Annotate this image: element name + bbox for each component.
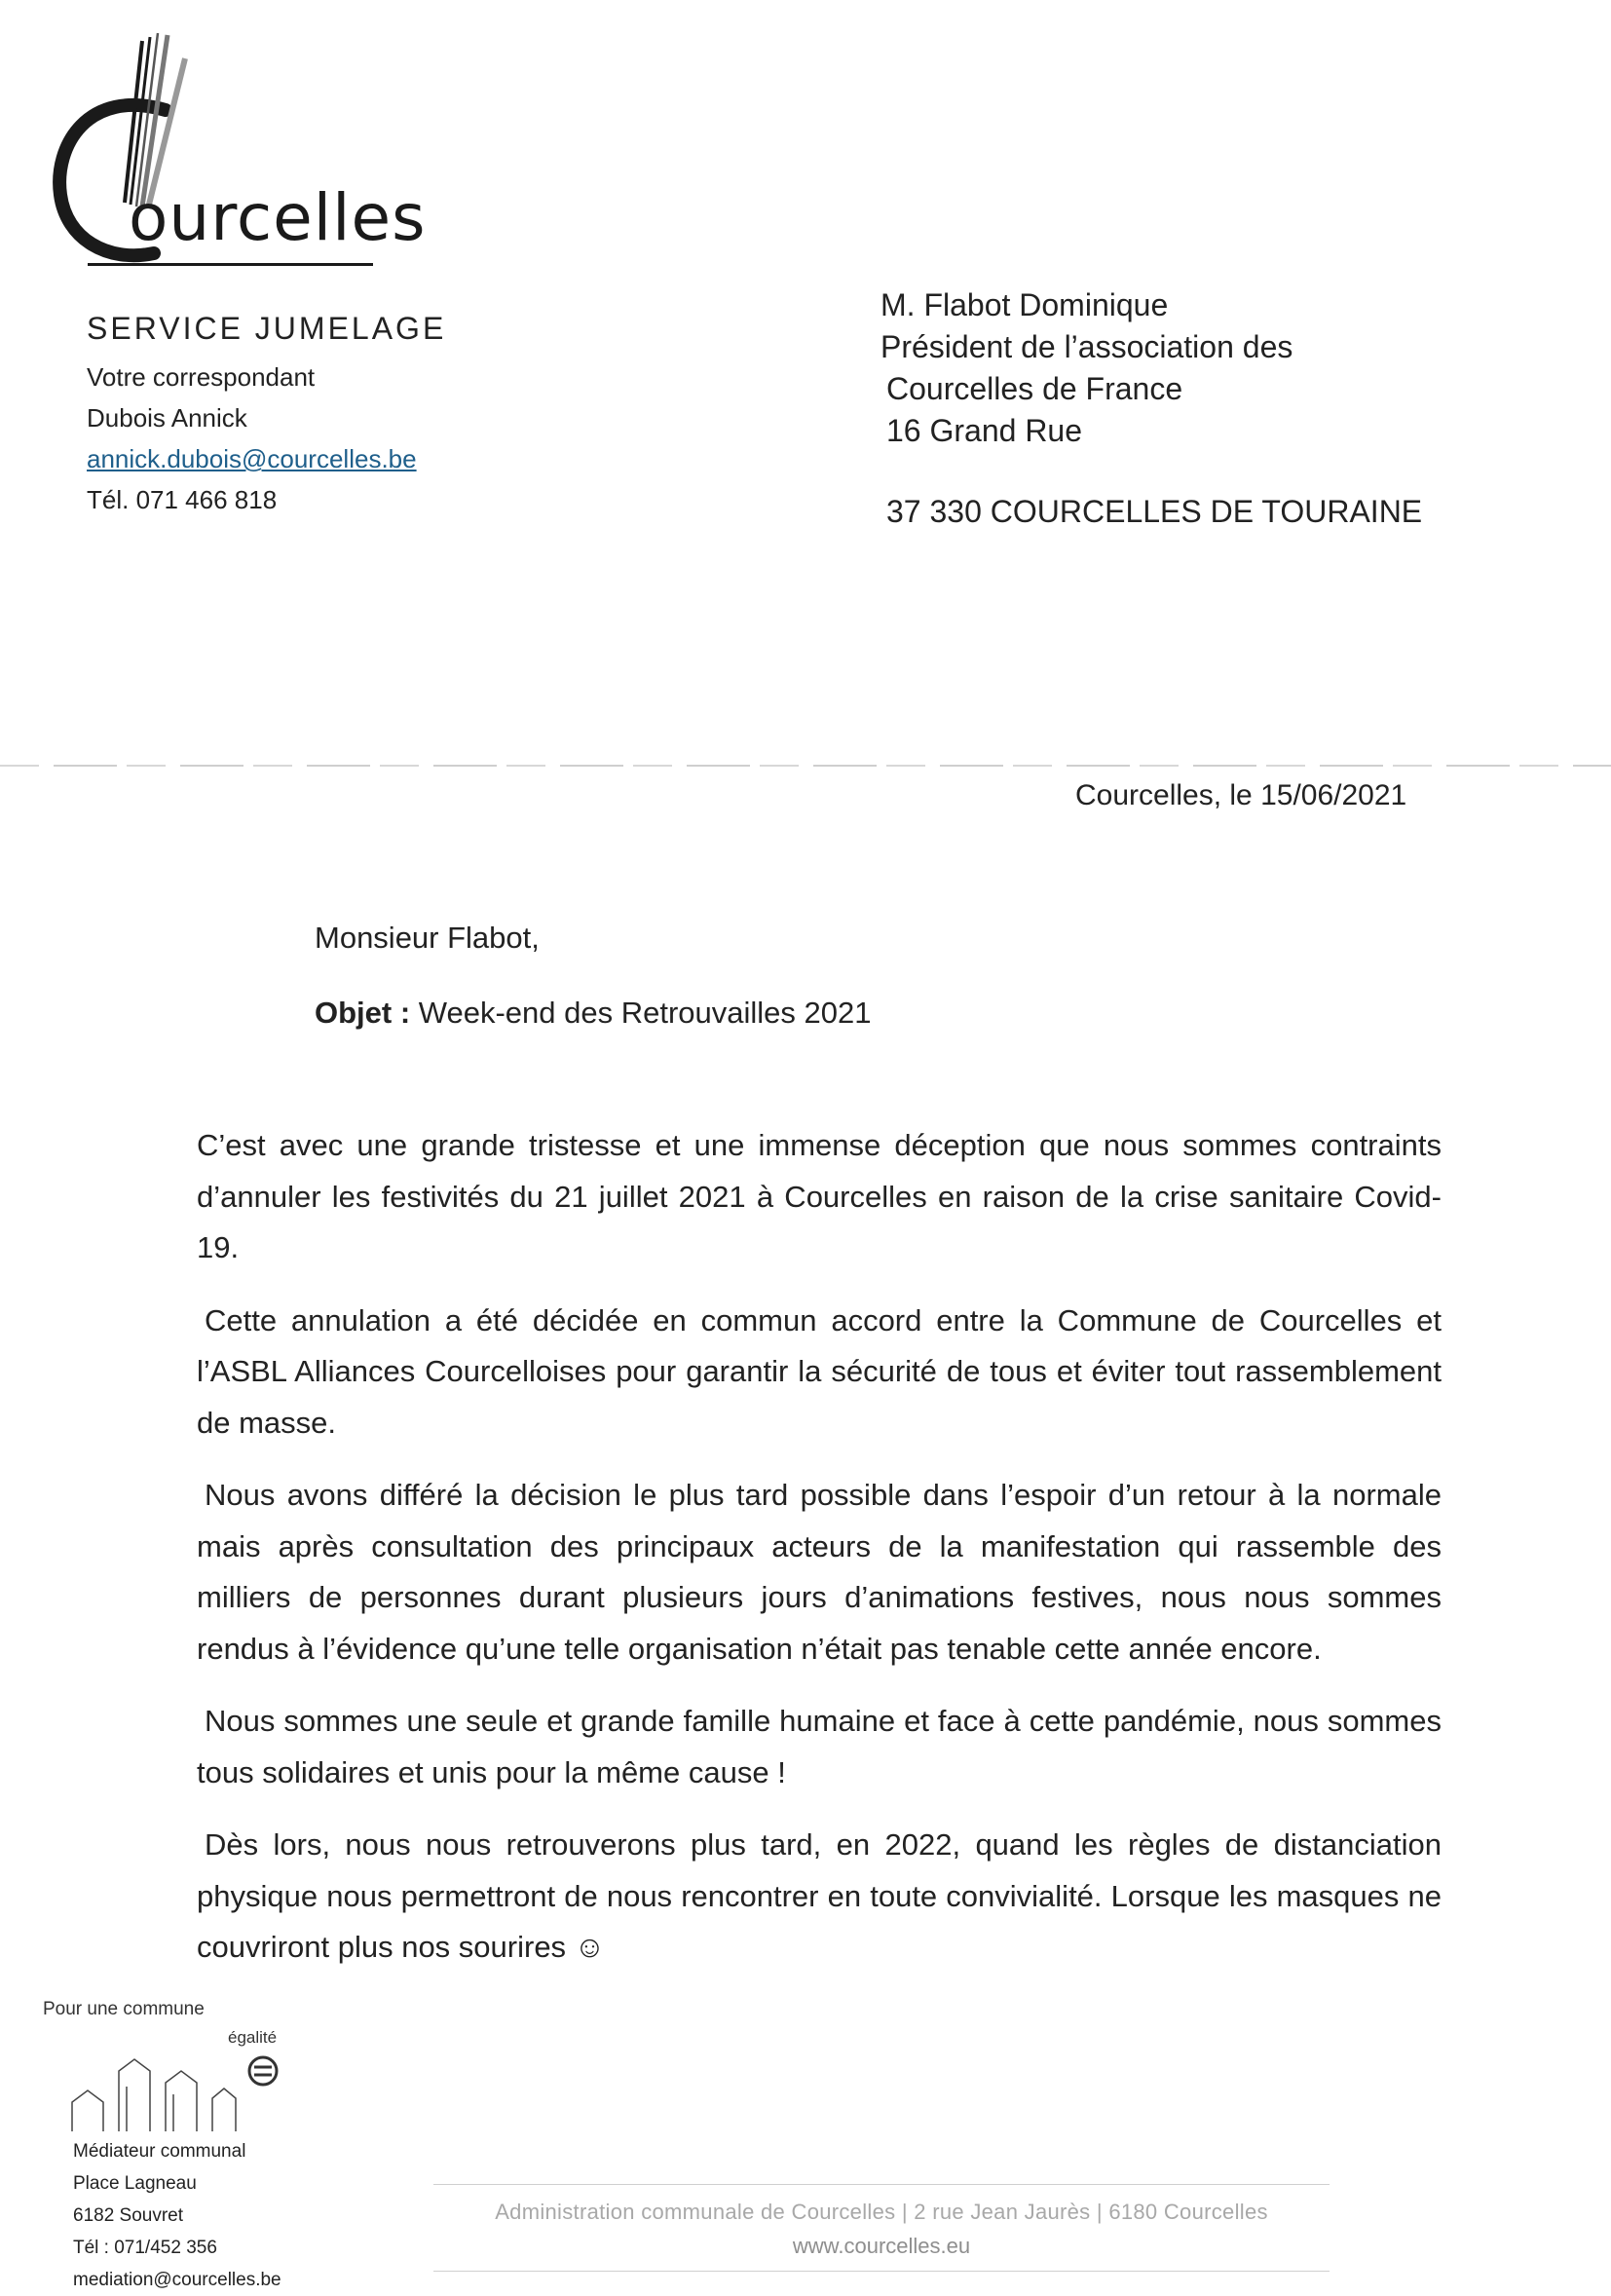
logo-wordmark: ourcelles [129,180,427,255]
object-text: Week-end des Retrouvailles 2021 [410,996,872,1030]
footer-administration: Administration communale de Courcelles | 2 rue Jean Jaurès | 6180 Courcelles [495,2200,1268,2224]
mediator-block [43,1999,355,2290]
body-paragraph-2: Cette annulation a été décidée en commun accord entre la Commune de Courcelles et l’ASBL Alliances Courcelloises pour garantir la sécurité de tous et éviter tout rassemblement de masse. [197,1302,1442,1440]
recipient-street: 16 Grand Rue [886,413,1083,448]
mediator-tagline-egalite: égalité [228,2028,278,2047]
correspondent-phone: Tél. 071 466 818 [87,485,278,514]
body-paragraph-1: C’est avec une grande tristesse et une immense déception que nous sommes contraints d’annuler les festivités du 21 juillet 2021 à Courcelles en raison de la crise sanitaire Covid-19. [197,1128,1442,1264]
recipient-address-block [880,284,1484,530]
mediator-tagline: Pour une commune [43,1999,205,2019]
body-paragraph-3: Nous avons différé la décision le plus tard possible dans l’espoir d’un retour à la normale mais après consultation des principaux acteurs de la manifestation qui rassemble des milliers de personnes durant plusieurs jours d’animations festives, nous nous sommes rendus à l’évidence qu’une telle organisation n’était pas tenable cette année encore. [197,1478,1442,1666]
service-title: SERVICE JUMELAGE [87,311,447,346]
recipient-name: M. Flabot Dominique [880,287,1169,322]
sender-block [87,310,574,520]
salutation: Monsieur Flabot, [315,921,540,955]
logo-underline [88,263,373,266]
footer-top-rule [433,2184,1330,2185]
courcelles-logo [49,29,427,282]
paper-fold-line [0,765,1611,767]
mediator-email[interactable]: mediation@courcelles.be [73,2270,281,2290]
mediator-title: Médiateur communal [73,2141,246,2162]
recipient-title: Président de l’association des [880,329,1293,364]
footer-website-link[interactable]: www.courcelles.eu [792,2234,971,2258]
correspondent-email-link[interactable]: annick.dubois@courcelles.be [87,444,417,473]
mediator-phone: Tél : 071/452 356 [73,2238,217,2258]
letter-object [315,996,871,1031]
body-paragraph-4: Nous sommes une seule et grande famille humaine et face à cette pandémie, nous sommes tous solidaires et unis pour la même cause ! [197,1704,1442,1789]
mediator-street: Place Lagneau [73,2173,197,2194]
recipient-city: 37 330 COURCELLES DE TOURAINE [886,494,1423,529]
recipient-organization: Courcelles de France [886,371,1183,406]
object-label: Objet : [315,996,411,1030]
footer-bottom-rule [433,2271,1330,2272]
houses-logo-icon [68,2048,312,2135]
mediator-town: 6182 Souvret [73,2205,184,2226]
correspondent-label: Votre correspondant [87,362,316,392]
correspondent-name: Dubois Annick [87,403,247,433]
letter-date: Courcelles, le 15/06/2021 [1075,779,1407,811]
letter-body [197,1120,1442,1995]
body-paragraph-5: Dès lors, nous nous retrouverons plus tard, en 2022, quand les règles de distanciation physique nous permettront de nous rencontrer en toute convivialité. Lorsque les masques ne couvriront plus nos sourires ☺ [197,1827,1442,1964]
